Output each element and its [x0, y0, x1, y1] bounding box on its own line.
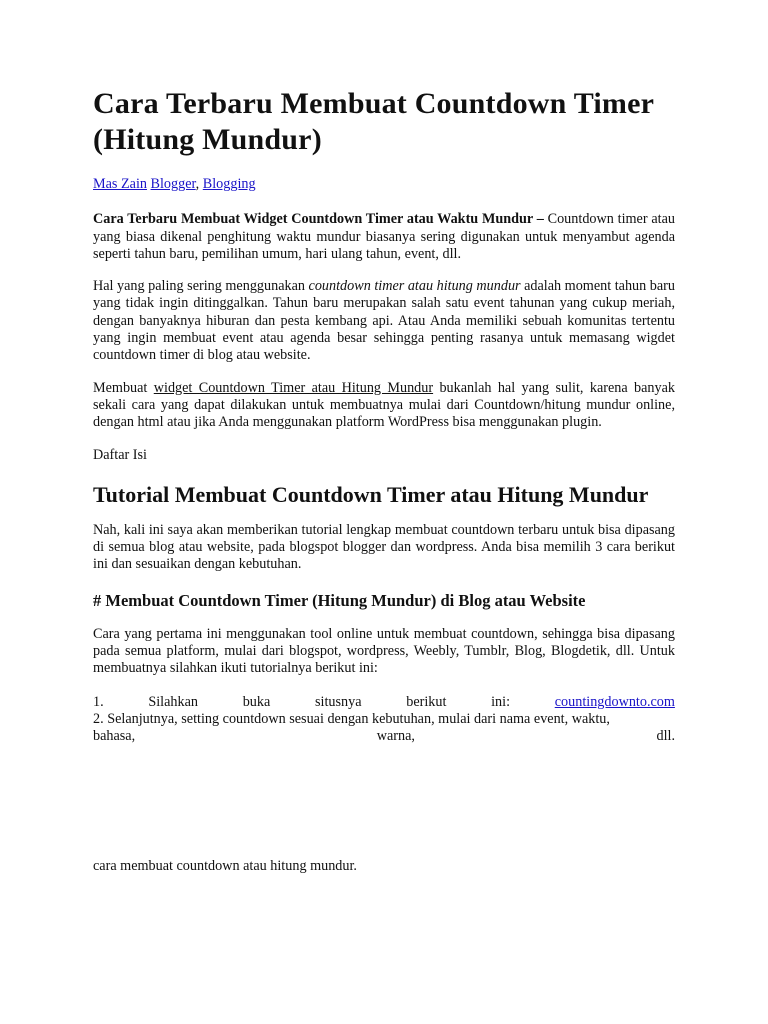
article-title: Cara Terbaru Membuat Countdown Timer (Hitung Mundur) — [93, 87, 654, 156]
step-2-word: warna, — [376, 728, 415, 745]
widget-link-text[interactable]: widget Countdown Timer atau Hitung Mundur — [153, 379, 434, 396]
table-of-contents-label[interactable]: Daftar Isi — [93, 446, 147, 463]
step-1 — [93, 694, 675, 711]
paragraph-3-text-a: Membuat — [93, 379, 154, 396]
step-1-word: buka — [242, 693, 271, 710]
step-2: 2. Selanjutnya, setting countdown sesuai dengan kebutuhan, mulai dari nama event, waktu, — [93, 710, 610, 727]
step-2-word: dll. — [656, 728, 675, 745]
paragraph-2 — [93, 278, 675, 364]
step-1-number: 1. — [93, 693, 104, 710]
step-1-word: ini: — [491, 693, 511, 710]
step-1-word: berikut — [406, 693, 447, 710]
article-meta — [93, 176, 675, 193]
paragraph-2-italic: countdown timer atau hitung mundur — [308, 278, 521, 295]
intro-text: Countdown timer atau yang biasa dikenal penghitung waktu mundur biasanya sering digunakan untuk menyambut agenda seperti tahun baru, pemilihan umum, hari ulang tahun, event, dll. — [93, 211, 675, 262]
document-page — [93, 86, 675, 890]
intro-bold-lead: Cara Terbaru Membuat Widget Countdown Timer atau Waktu Mundur – — [93, 211, 544, 228]
image-caption: cara membuat countdown atau hitung mundur. — [93, 857, 357, 874]
paragraph-2-text-a: Hal yang paling sering menggunakan — [93, 278, 309, 295]
category-link-blogging[interactable]: Blogging — [202, 176, 256, 192]
countingdownto-link[interactable]: countingdownto.com — [554, 693, 675, 710]
step-2-continuation — [93, 728, 675, 745]
subheading: # Membuat Countdown Timer (Hitung Mundur) di Blog atau Website — [93, 590, 586, 610]
subsection-paragraph: Cara yang pertama ini menggunakan tool online untuk membuat countdown, sehingga bisa dipasang pada semua platform, mulai dari blogspot, wordpress, Weebly, Tumblr, Blog, Blogdetik, dll. Untuk membuatnya silahkan ikuti tutorialnya berikut ini: — [93, 625, 675, 677]
paragraph-3-text-b: bukanlah hal yang sulit, karena banyak sekali cara yang dapat dilakukan untuk membuatnya mulai dari Countdown/hitung mundur online, dengan html atau jika Anda menggunakan platform WordPress bisa menggunakan plugin. — [93, 379, 675, 431]
paragraph-3 — [93, 380, 675, 432]
category-link-blogger[interactable]: Blogger — [150, 176, 196, 192]
steps-list — [93, 694, 675, 746]
step-1-word: Silahkan — [148, 693, 198, 710]
author-link[interactable]: Mas Zain — [93, 176, 147, 192]
step-1-word: situsnya — [315, 693, 362, 710]
image-placeholder-space — [93, 746, 675, 858]
intro-paragraph — [93, 211, 675, 263]
section-paragraph: Nah, kali ini saya akan memberikan tutorial lengkap membuat countdown terbaru untuk bisa dipasang di semua blog atau website, pada blogspot blogger dan wordpress. Anda bisa memilih 3 cara berikut ini dan sesuaikan dengan kebutuhan. — [93, 521, 675, 573]
category-separator: , — [195, 176, 200, 192]
section-heading: Tutorial Membuat Countdown Timer atau Hitung Mundur — [93, 481, 649, 507]
paragraph-2-text-b: adalah moment tahun baru yang tidak ingin ditinggalkan. Tahun baru merupakan salah satu event tahunan yang cukup meriah, dengan banyaknya hiburan dan pesta kembang api. Atau Anda memiliki sebuah komunitas tertentu yang ingin membuat event atau agenda besar sehingga penting rasanya untuk memasang wigdet countdown timer di blog atau website. — [93, 278, 676, 364]
step-2-word: bahasa, — [93, 728, 136, 745]
